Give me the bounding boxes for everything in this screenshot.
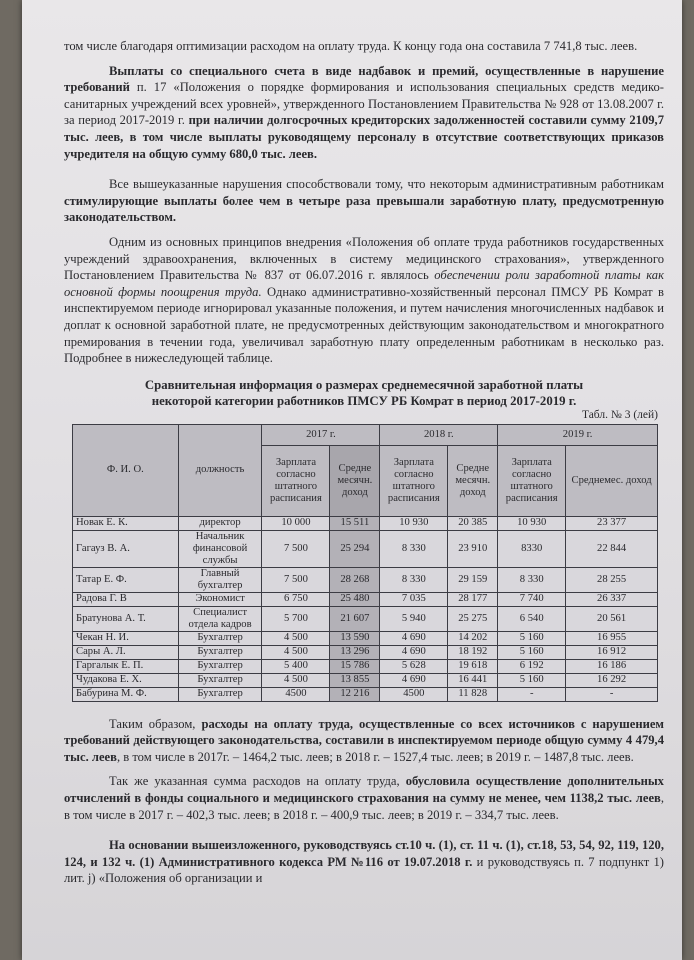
paragraph-5-text-1: Таким образом,	[109, 716, 202, 731]
cell-value: 8 330	[380, 567, 448, 592]
cell-value: 4 500	[262, 631, 330, 645]
cell-name: Братунова А. Т.	[73, 606, 179, 631]
cell-value: 4 690	[380, 673, 448, 687]
paragraph-2-bold-1: Выплаты со специального счета в виде надбавок и премий, осуществленные в нарушение требований	[64, 63, 664, 95]
cell-name: Гаргалык Е. П.	[73, 659, 179, 673]
paragraph-4	[64, 234, 664, 367]
cell-value: 16 441	[448, 673, 498, 687]
paragraph-3	[64, 176, 664, 226]
cell-value: 29 159	[448, 567, 498, 592]
cell-value: 8 330	[380, 530, 448, 567]
cell-value: 16 292	[566, 673, 658, 687]
table-row	[73, 516, 658, 530]
cell-name: Новак Е. К.	[73, 516, 179, 530]
paragraph-5	[64, 716, 664, 766]
table-caption	[64, 377, 664, 409]
cell-value: 4 690	[380, 645, 448, 659]
cell-value: 7 500	[262, 567, 330, 592]
paragraph-7	[64, 837, 664, 887]
cell-value: 14 202	[448, 631, 498, 645]
salary-table	[72, 424, 658, 702]
cell-position: Бухгалтер	[178, 659, 262, 673]
cell-value: -	[498, 687, 566, 701]
paragraph-2-text-1: п. 17 «Положения о порядке формирования и использования специальных средств медико-санитарных учреждений всех уровней», утвержденного Постановлением Правительства № 928 от 13.08.2007 г. за период 2017-2019 г.	[64, 80, 664, 128]
cell-value: 4 500	[262, 673, 330, 687]
cell-value: 28 255	[566, 567, 658, 592]
cell-value: 25 480	[330, 592, 380, 606]
cell-name: Татар Е. Ф.	[73, 567, 179, 592]
header-2019-salary: Зарплата согласно штатного расписания	[498, 445, 566, 516]
paragraph-7-bold-1: На основании вышеизложенного, руководствуясь ст.10 ч. (1), ст. 11 ч. (1), ст.18, 53, 54, 92, 119, 120, 124, и 132 ч. (1) Административного кодекса РМ №116 от 19.07.2018 г.	[64, 838, 664, 869]
cell-value: 7 500	[262, 530, 330, 567]
cell-value: 5 160	[498, 645, 566, 659]
header-2018-income: Средне месячн. доход	[448, 445, 498, 516]
cell-value: 16 955	[566, 631, 658, 645]
cell-value: 8 330	[498, 567, 566, 592]
cell-value: 23 377	[566, 516, 658, 530]
paragraph-2	[64, 63, 664, 163]
cell-position: Начальник финансовой службы	[178, 530, 262, 567]
cell-value: 5 160	[498, 673, 566, 687]
cell-value: 28 177	[448, 592, 498, 606]
cell-name: Чекан Н. И.	[73, 631, 179, 645]
paragraph-7-text-1: и руководствуясь п. 7 подпункт 1) лит. j) «Положения об организации и	[64, 854, 664, 886]
cell-name: Радова Г. В	[73, 592, 179, 606]
paragraph-5-text-2: , в том числе в 2017г. – 1464,2 тыс. леев; в 2018 г. – 1527,4 тыс. леев; в 2019 г. – 1487,8 тыс. леев.	[116, 749, 634, 764]
cell-position: Бухгалтер	[178, 687, 262, 701]
cell-value: 21 607	[330, 606, 380, 631]
paragraph-6-bold-1: обусловила осуществление дополнительных отчислений в фонды социального и медицинского страхования на сумму не менее, чем 1138,2 тыс. леев	[64, 774, 664, 806]
header-year-2017: 2017 г.	[262, 424, 380, 445]
table-row	[73, 645, 658, 659]
cell-name: Чудакова Е. Х.	[73, 673, 179, 687]
cell-value: 13 296	[330, 645, 380, 659]
cell-value: 18 192	[448, 645, 498, 659]
cell-value: 6 540	[498, 606, 566, 631]
cell-value: 28 268	[330, 567, 380, 592]
cell-position: Экономист	[178, 592, 262, 606]
cell-name: Бабурина М. Ф.	[73, 687, 179, 701]
cell-value: -	[566, 687, 658, 701]
header-position: должность	[178, 424, 262, 516]
paragraph-1-text: том числе благодаря оптимизации расходом на оплату труда. К концу года она составила 7 741,8 тыс. леев.	[64, 39, 638, 53]
table-row	[73, 673, 658, 687]
cell-value: 4 500	[262, 645, 330, 659]
cell-value: 16 912	[566, 645, 658, 659]
paragraph-4-italic-1: обеспечении роли заработной платы как основной формы поощрения труда.	[64, 268, 664, 299]
cell-value: 26 337	[566, 592, 658, 606]
header-2017-salary: Зарплата согласно штатного расписания	[262, 445, 330, 516]
table-row	[73, 592, 658, 606]
cell-position: Главный бухгалтер	[178, 567, 262, 592]
table-row	[73, 659, 658, 673]
paragraph-5-bold-1: расходы на оплату труда, осуществленные со всех источников с нарушением требований действующего законодательства, составили в инспектируемом периоде общую сумму 4 479,4 тыс. леев	[64, 716, 665, 764]
cell-value: 10 000	[262, 516, 330, 530]
paragraph-3-bold-1: стимулирующие выплаты более чем в четыре раза превышали заработную плату, предусмотренную законодательством.	[64, 193, 664, 225]
cell-value: 5 160	[498, 631, 566, 645]
cell-value: 5 700	[262, 606, 330, 631]
cell-value: 20 385	[448, 516, 498, 530]
cell-value: 11 828	[448, 687, 498, 701]
cell-position: Бухгалтер	[178, 673, 262, 687]
paragraph-3-text-1: Все вышеуказанные нарушения способствовали тому, что некоторым административным работникам	[109, 177, 664, 192]
cell-value: 25 275	[448, 606, 498, 631]
table-row	[73, 567, 658, 592]
cell-value: 4 690	[380, 631, 448, 645]
cell-value: 25 294	[330, 530, 380, 567]
table-caption-line-2: некоторой категории работников ПМСУ РБ Комрат в период 2017-2019 г.	[151, 393, 577, 408]
cell-name: Сары А. Л.	[73, 645, 179, 659]
paragraph-4-text-2: Однако административно-хозяйственный персонал ПМСУ РБ Комрат в инспектируемом периоде игнорировал указанные положения, и путем начисления многочисленных надбавок и доплат к основной заработной плате, не предусмотренных действующим законодательством и многократного премирования в течении года, увеличивал заработную плату определенным работникам в несколько раз. Подробнее в нижеследующей таблице.	[64, 284, 664, 366]
cell-value: 7 035	[380, 592, 448, 606]
cell-value: 5 628	[380, 659, 448, 673]
table-number: Табл. № 3 (лей)	[581, 408, 658, 421]
cell-value: 6 192	[498, 659, 566, 673]
paragraph-6-text-1: Так же указанная сумма расходов на оплату труда,	[109, 774, 406, 789]
paragraph-1	[64, 38, 664, 55]
paragraph-6	[64, 773, 664, 823]
table-row	[73, 631, 658, 645]
cell-value: 7 740	[498, 592, 566, 606]
cell-value: 22 844	[566, 530, 658, 567]
table-row	[73, 530, 658, 567]
cell-value: 15 511	[330, 516, 380, 530]
header-year-2018: 2018 г.	[380, 424, 498, 445]
paragraph-2-bold-2: при наличии долгосрочных кредиторских задолженностей составили сумму 2109,7 тыс. леев, в том числе выплаты руководящему персоналу в отсутствие соответствующих приказов учредителя на общую сумму 680,0 тыс. леев.	[64, 113, 665, 161]
cell-value: 4500	[380, 687, 448, 701]
paragraph-6-text-2: , в том числе в 2017 г. – 402,3 тыс. леев; в 2018 г. – 400,9 тыс. леев; в 2019 г. – 334,7 тыс. леев.	[64, 791, 664, 822]
cell-position: директор	[178, 516, 262, 530]
document-body	[64, 38, 664, 887]
cell-value: 10 930	[380, 516, 448, 530]
cell-position: Бухгалтер	[178, 645, 262, 659]
cell-value: 20 561	[566, 606, 658, 631]
header-name: Ф. И. О.	[73, 424, 179, 516]
cell-value: 5 940	[380, 606, 448, 631]
cell-value: 4500	[262, 687, 330, 701]
table-caption-line-1: Сравнительная информация о размерах среднемесячной заработной платы	[144, 377, 584, 392]
document-page	[22, 0, 682, 960]
cell-value: 16 186	[566, 659, 658, 673]
cell-value: 8330	[498, 530, 566, 567]
cell-value: 15 786	[330, 659, 380, 673]
header-2017-income: Средне месячн. доход	[330, 445, 380, 516]
header-year-2019: 2019 г.	[498, 424, 658, 445]
cell-name: Гагауз В. А.	[73, 530, 179, 567]
cell-value: 12 216	[330, 687, 380, 701]
paragraph-4-text-1: Одним из основных принципов внедрения «Положения об оплате труда работников государственных учреждений здравоохранения, включенных в систему медицинского страхования», утвержденного Постановлением Правительства № 837 от 06.07.2016 г. являлось	[64, 234, 664, 283]
cell-position: Специалист отдела кадров	[178, 606, 262, 631]
cell-value: 5 400	[262, 659, 330, 673]
cell-value: 13 590	[330, 631, 380, 645]
cell-value: 6 750	[262, 592, 330, 606]
table-row	[73, 687, 658, 701]
cell-position: Бухгалтер	[178, 631, 262, 645]
header-2019-income: Среднемес. доход	[566, 445, 658, 516]
cell-value: 23 910	[448, 530, 498, 567]
header-2018-salary: Зарплата согласно штатного расписания	[380, 445, 448, 516]
cell-value: 13 855	[330, 673, 380, 687]
cell-value: 10 930	[498, 516, 566, 530]
cell-value: 19 618	[448, 659, 498, 673]
table-row	[73, 606, 658, 631]
